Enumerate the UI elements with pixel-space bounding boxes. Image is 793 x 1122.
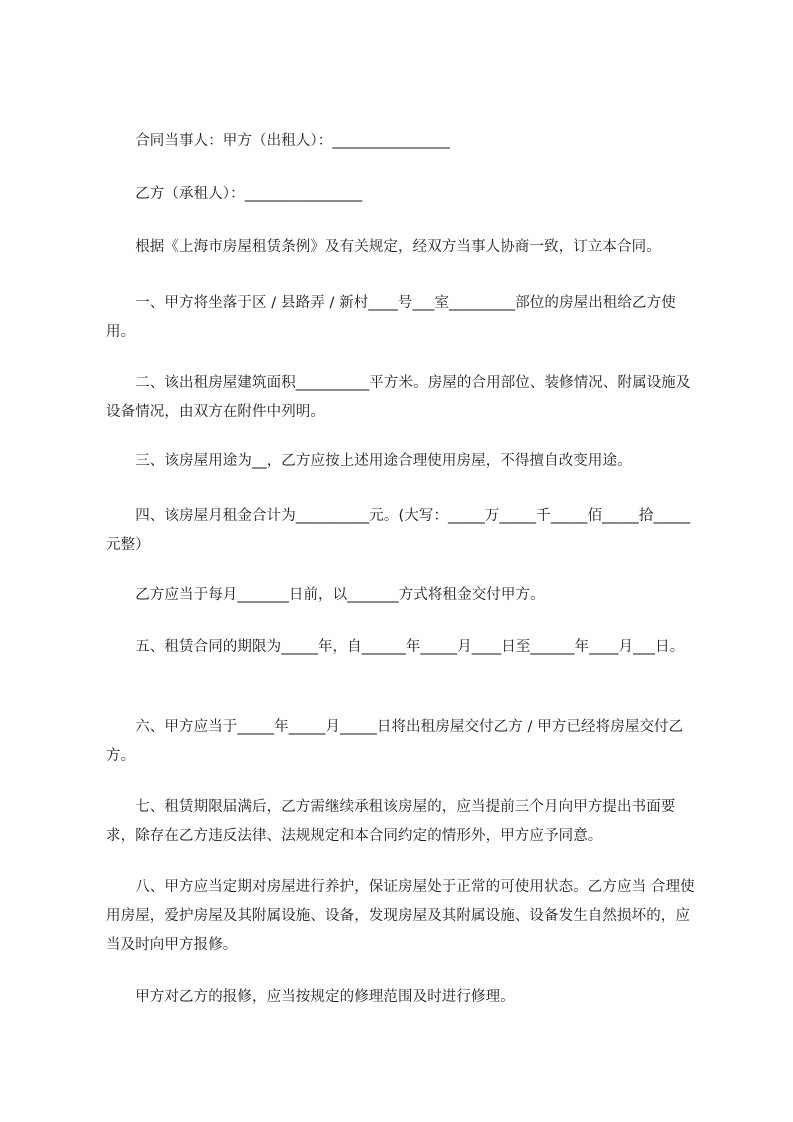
paragraph-parties-lessor: 合同当事人：甲方（出租人）：________________ <box>106 133 450 149</box>
paragraph-clause-5: 五、租赁合同的期限为_____年，自______年_____月____日至______年____月___日。 <box>106 639 685 655</box>
paragraph-clause-4: 四、该房屋月租金合计为__________元。(大写：_____万_____千_____佰_____拾_____元整） <box>106 508 691 553</box>
paragraph-parties-lessee: 乙方（承租人）：________________ <box>106 186 363 202</box>
paragraph-clause-7: 七、租赁期限届满后，乙方需继续承租该房屋的，应当提前三个月向甲方提出书面要求，除存在乙方违反法律、法规规定和本合同约定的情形外，甲方应予同意。 <box>106 799 676 844</box>
paragraph-rent-payment: 乙方应当于每月_______日前，以_______方式将租金交付甲方。 <box>106 587 545 603</box>
paragraph-preamble: 根据《上海市房屋租赁条例》及有关规定，经双方当事人协商一致，订立本合同。 <box>106 239 661 255</box>
paragraph-clause-1: 一、甲方将坐落于区 / 县路弄 / 新村____号___室_________部位的房屋出租给乙方使用。 <box>106 295 676 340</box>
paragraph-clause-8: 八、甲方应当定期对房屋进行养护，保证房屋处于正常的可使用状态。乙方应当 合理使用房屋，爱护房屋及其附属设施、设备，发现房屋及其附属设施、设备发生自然损坏的，应当及时向甲方报修。 <box>106 879 695 953</box>
paragraph-clause-6: 六、甲方应当于_____年_____月_____日将出租房屋交付乙方 / 甲方已经将房屋交付乙方。 <box>106 719 684 764</box>
paragraph-repair: 甲方对乙方的报修，应当按规定的修理范围及时进行修理。 <box>106 989 515 1005</box>
paragraph-clause-3: 三、该房屋用途为__，乙方应按上述用途合理使用房屋，不得擅自改变用途。 <box>106 453 632 469</box>
paragraph-clause-2: 二、该出租房屋建筑面积__________平方米。房屋的合用部位、装修情况、附属设施及设备情况，由双方在附件中列明。 <box>106 375 691 420</box>
